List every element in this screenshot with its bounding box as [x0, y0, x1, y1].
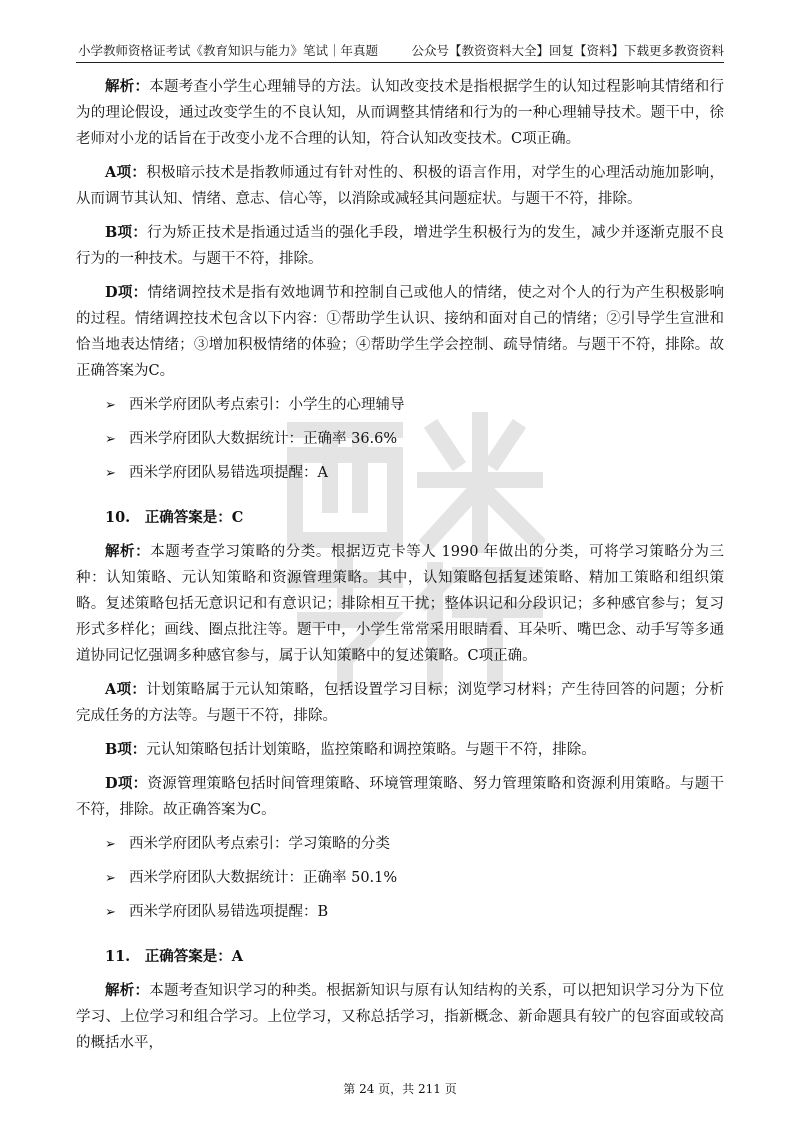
q10-bullet-stats: ➢ 西米学府团队大数据统计：正确率 50.1% — [76, 865, 724, 892]
header-promo-text: 公众号【教资资料大全】回复【资料】下载更多教资资料 — [411, 43, 724, 58]
q9-option-b: B项：行为矫正技术是指通过适当的强化手段，增进学生积极行为的发生，减少并逐渐克服不良行为的一种技术。与题干不符，排除。 — [76, 224, 724, 267]
q9-bullet-warning: ➢ 西米学府团队易错选项提醒：A — [76, 460, 724, 487]
q10-answer-heading: 10. 正确答案是：C — [105, 509, 244, 526]
q10-option-a: A项：计划策略属于元认知策略，包括设置学习目标；浏览学习材料；产生待回答的问题；分析完成任务的方法等。与题干不符，排除。 — [76, 681, 724, 724]
q9-bullet-index: ➢ 西米学府团队考点索引：小学生的心理辅导 — [76, 392, 724, 419]
q9-option-a: A项：积极暗示技术是指教师通过有针对性的、积极的语言作用，对学生的心理活动施加影响，从而调节其认知、情绪、意志、信心等，以消除或减轻其问题症状。与题干不符，排除。 — [76, 164, 724, 207]
q9-bullet-stats: ➢ 西米学府团队大数据统计：正确率 36.6% — [76, 426, 724, 453]
q11-answer-heading: 11. 正确答案是：A — [105, 948, 243, 965]
q9-option-d: D项：情绪调控技术是指有效地调节和控制自己或他人的情绪，使之对个人的行为产生积极影响的过程。情绪调控技术包含以下内容：①帮助学生认识、接纳和面对自己的情绪；②引导学生宣泄和恰当地表达情绪；③增加积极情绪的体验；④帮助学生学会控制、疏导情绪。与题干不符，排除。故正确答案为C。 — [76, 284, 724, 379]
q10-option-d: D项：资源管理策略包括时间管理策略、环境管理策略、努力管理策略和资源利用策略。与题干不符，排除。故正确答案为C。 — [76, 775, 724, 818]
arrow-bullet-icon: ➢ — [105, 871, 116, 886]
page-content — [76, 74, 724, 1064]
arrow-bullet-icon: ➢ — [105, 432, 116, 447]
arrow-bullet-icon: ➢ — [105, 905, 116, 920]
q10-option-b: B项：元认知策略包括计划策略，监控策略和调控策略。与题干不符，排除。 — [105, 741, 596, 758]
q10-bullet-warning: ➢ 西米学府团队易错选项提醒：B — [76, 899, 724, 926]
q11-analysis: 解析：本题考查知识学习的种类。根据新知识与原有认知结构的关系，可以把知识学习分为下位学习、上位学习和组合学习。上位学习，又称总括学习，指新概念、新命题具有较广的包容面或较高的概括水平， — [76, 982, 724, 1051]
arrow-bullet-icon: ➢ — [105, 466, 116, 481]
arrow-bullet-icon: ➢ — [105, 837, 116, 852]
header-exam-title: 小学教师资格证考试《教育知识与能力》笔试｜年真题 — [78, 43, 379, 58]
q10-bullet-index: ➢ 西米学府团队考点索引：学习策略的分类 — [76, 831, 724, 858]
page-header — [76, 40, 724, 63]
arrow-bullet-icon: ➢ — [105, 398, 116, 413]
page-number: 第 24 页，共 211 页 — [343, 1082, 457, 1096]
q9-analysis: 解析：本题考查小学生心理辅导的方法。认知改变技术是指根据学生的认知过程影响其情绪和行为的理论假设，通过改变学生的不良认知，从而调整其情绪和行为的一种心理辅导技术。题干中，徐老师对小龙的话旨在于改变小龙不合理的认知，符合认知改变技术。C项正确。 — [76, 78, 724, 147]
q10-analysis: 解析：本题考查学习策略的分类。根据迈克卡等人 1990 年做出的分类，可将学习策略分为三种：认知策略、元认知策略和资源管理策略。其中，认知策略包括复述策略、精加工策略和组织策略。复述策略包括无意识记和有意识记；排除相互干扰；整体识记和分段识记；多种感官参与；复习形式多样化；画线、圈点批注等。题干中，小学生常常采用眼睛看、耳朵听、嘴巴念、动手写等多通道协同记忆强调多种感官参与，属于认知策略中的复述策略。C项正确。 — [76, 543, 724, 664]
